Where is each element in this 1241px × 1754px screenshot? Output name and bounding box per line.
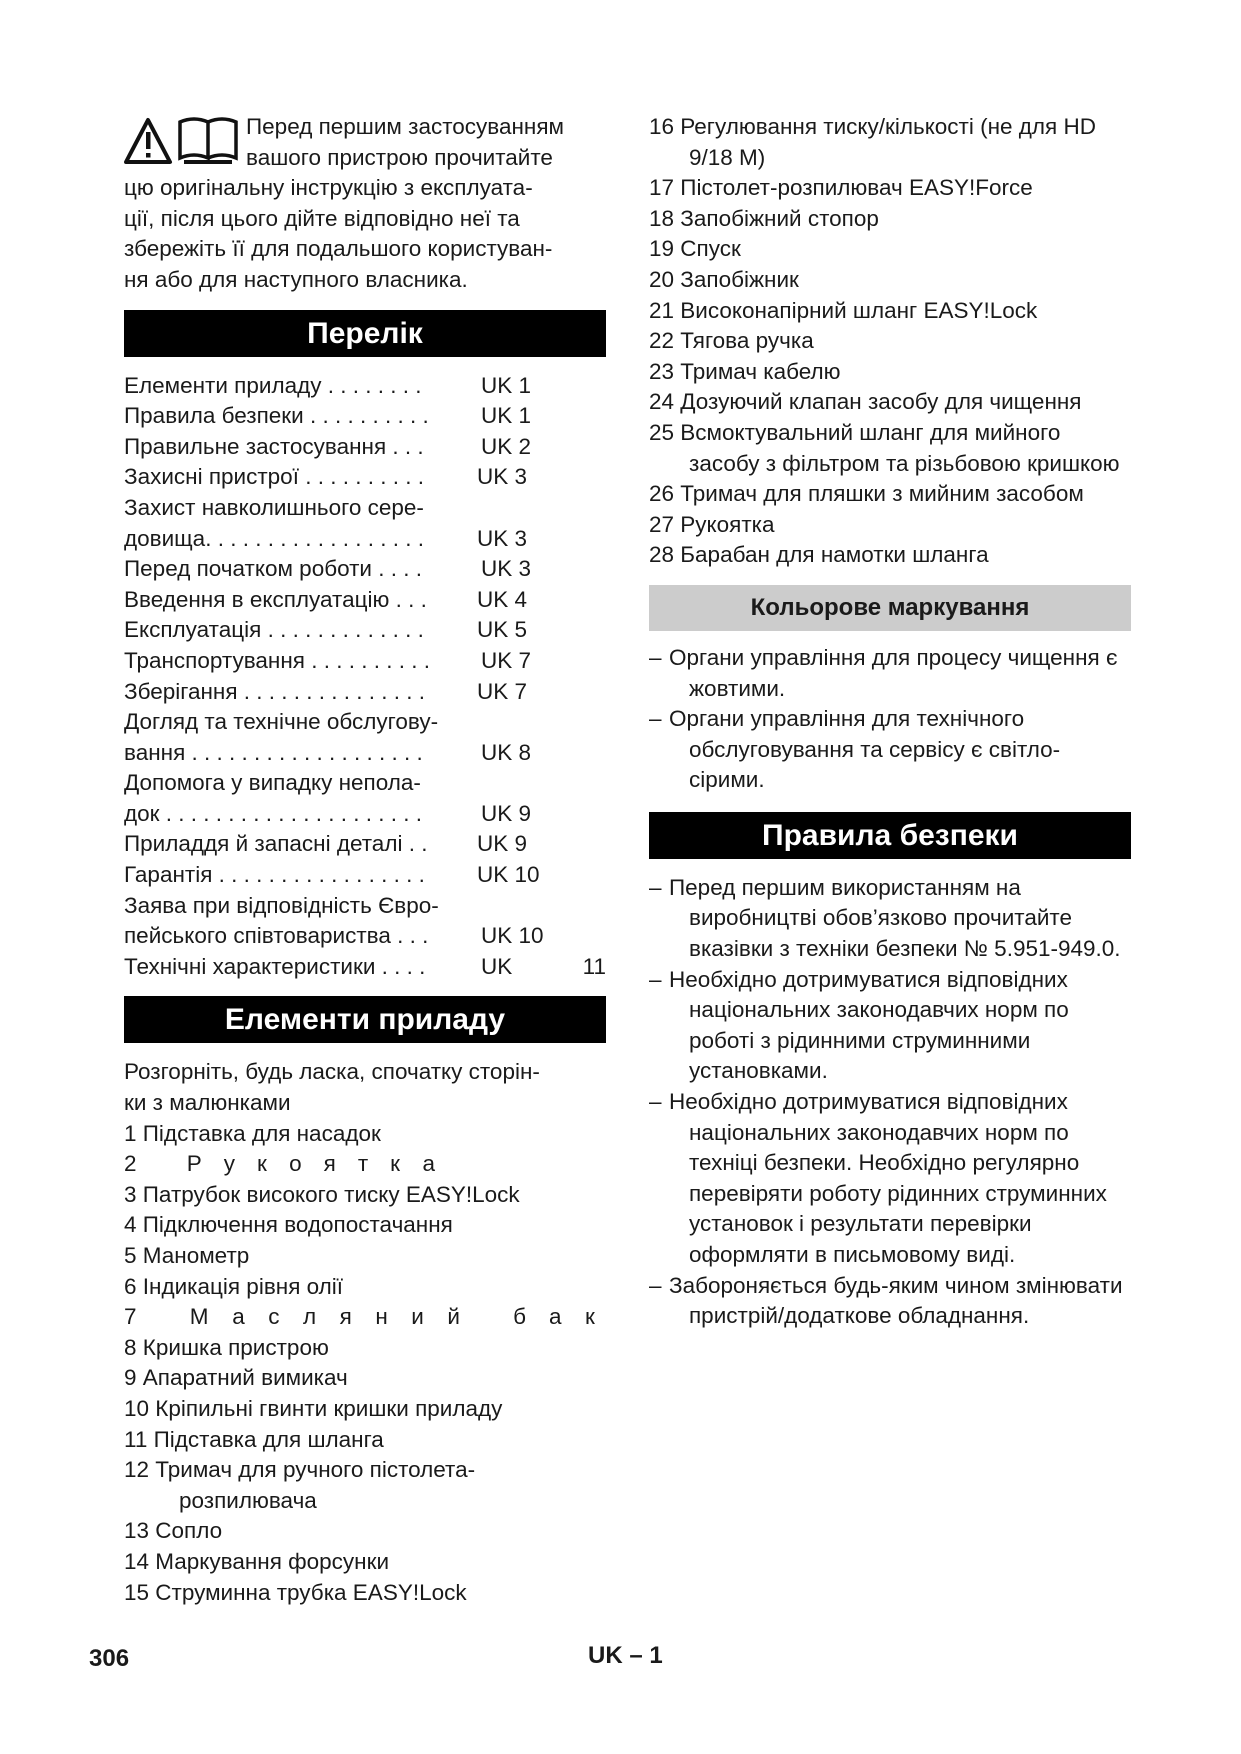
- element-item: 17 Пістолет-розпилювач EASY!Force: [649, 175, 1033, 201]
- footer-page-number: 306: [89, 1645, 130, 1672]
- element-item: 27 Рукоятка: [649, 511, 775, 537]
- element-item: 16 Регулювання тиску/кількості (не для HD 9/18 M): [649, 114, 1096, 170]
- elements-intro-line: Розгорніть, будь ласка, спочатку сторін-: [124, 1059, 540, 1085]
- toc-heading: Перелік: [124, 310, 606, 357]
- intro-line: збережіть її для подальшого користуван-: [124, 236, 553, 262]
- elements-intro-line: ки з малюнками: [124, 1090, 291, 1116]
- toc-entry-text: Правильне застосування . . .: [124, 433, 424, 459]
- element-item: 15 Струминна трубка EASY!Lock: [124, 1579, 467, 1605]
- toc-entry-page: UK 9: [481, 800, 532, 826]
- toc-entry-page: UK 1: [481, 403, 532, 429]
- warning-read-manual-icon: [124, 116, 240, 168]
- toc-entry-text: довища. . . . . . . . . . . . . . . . . .: [124, 525, 424, 551]
- toc-entry-text: Гарантія . . . . . . . . . . . . . . . . .: [124, 862, 425, 888]
- element-item: 14 Маркування форсунки: [124, 1548, 390, 1574]
- intro-line: ня або для наступного власника.: [124, 266, 468, 292]
- safety-item: [649, 1271, 1131, 1332]
- safety-item-text: Необхідно дотримуватися відповідних національних законодавчих норм по роботі з рідинними струминними установками.: [669, 966, 1069, 1084]
- toc-entry-text: Введення в експлуатацію . . .: [124, 586, 427, 612]
- toc-entry-text: Захист навколишнього сере-: [124, 494, 424, 520]
- toc-entry-text: Догляд та технічне обслугову-: [124, 709, 439, 735]
- right-column: [649, 112, 1131, 1332]
- safety-item-text: Перед першим використанням на виробництві обов’язково прочитайте вказівки з техніки безпеки № 5.951-949.0.: [669, 874, 1121, 962]
- toc-entry[interactable]: [124, 554, 606, 585]
- element-item: 7 Масляний бак: [124, 1304, 619, 1330]
- toc-entry-text: вання . . . . . . . . . . . . . . . . . . .: [124, 739, 423, 765]
- intro-line: цю оригінальну інструкцію з експлуата-: [124, 175, 533, 201]
- element-item: 9 Апаратний вимикач: [124, 1365, 348, 1391]
- element-item: 11 Підставка для шланга: [124, 1426, 384, 1452]
- element-item: 4 Підключення водопостачання: [124, 1212, 453, 1238]
- color-marking-heading: Кольорове маркування: [649, 585, 1131, 631]
- toc-entry[interactable]: [124, 891, 606, 922]
- element-item: 18 Запобіжний стопор: [649, 205, 879, 231]
- element-item: 10 Кріпильні гвинти кришки приладу: [124, 1395, 503, 1421]
- toc-entry-text: Приладдя й запасні деталі . .: [124, 831, 428, 857]
- safety-item: [649, 965, 1131, 1087]
- intro-line: ції, після цього дійте відповідно неї та: [124, 205, 520, 231]
- toc-entry-page: UK 8: [481, 739, 532, 765]
- dash-bullet: –: [649, 644, 662, 670]
- element-item: 3 Патрубок високого тиску EASY!Lock: [124, 1181, 520, 1207]
- element-item: 23 Тримач кабелю: [649, 358, 841, 384]
- element-item: 20 Запобіжник: [649, 266, 799, 292]
- toc-entry-page: UK 5: [477, 617, 528, 643]
- element-item: 22 Тягова ручка: [649, 328, 814, 354]
- toc-entry[interactable]: [124, 860, 606, 891]
- toc-entry-text: Елементи приладу . . . . . . . .: [124, 372, 422, 398]
- toc-entry-page: UK 2: [481, 433, 532, 459]
- element-item: 1 Підставка для насадок: [124, 1120, 381, 1146]
- dash-bullet: –: [649, 874, 662, 900]
- toc-entry[interactable]: [124, 768, 606, 799]
- dash-bullet: –: [649, 706, 662, 732]
- toc-entry-page: UK 7: [481, 647, 532, 673]
- element-item: 21 Високонапірний шланг EASY!Lock: [649, 297, 1038, 323]
- toc-entry-text: Технічні характеристики . . . .: [124, 953, 426, 979]
- safety-item-text: Необхідно дотримуватися відповідних національних законодавчих норм по техніці безпеки. Необхідно регулярно перевіряти роботу рідинних струминних установок і результати перевірки оформляти в письмовому виді.: [669, 1089, 1107, 1267]
- intro-line: Перед першим застосуванням: [246, 114, 565, 139]
- toc-entry[interactable]: [124, 585, 606, 616]
- element-item: 25 Всмоктувальний шланг для мийного засобу з фільтром та різьбовою кришкою: [649, 419, 1120, 476]
- left-column: [124, 112, 619, 1608]
- toc-entry[interactable]: [124, 707, 606, 738]
- footer-section-code: UK – 1: [588, 1642, 663, 1669]
- toc-entry-page: UK 10: [481, 923, 544, 949]
- toc-entry[interactable]: [124, 371, 606, 402]
- toc-entry-text: Зберігання . . . . . . . . . . . . . . .: [124, 678, 426, 704]
- toc-entry[interactable]: [124, 646, 606, 677]
- toc-entry-page: UK: [481, 953, 513, 979]
- element-item: 24 Дозуючий клапан засобу для чищення: [649, 389, 1082, 415]
- color-marking-item: [649, 704, 1131, 796]
- toc-entry-text: Перед початком роботи . . . .: [124, 556, 422, 582]
- toc-entry[interactable]: [124, 677, 606, 708]
- toc-entry[interactable]: [124, 615, 606, 646]
- dash-bullet: –: [649, 1089, 662, 1115]
- toc-entry[interactable]: [124, 462, 606, 493]
- table-of-contents: [124, 371, 606, 983]
- color-marking-item-text: Органи управління для технічного обслуговування та сервісу є світло-сірими.: [669, 706, 1061, 793]
- toc-entry[interactable]: [124, 524, 606, 555]
- safety-item: [649, 1087, 1131, 1271]
- color-marking-item-text: Органи управління для процесу чищення є жовтими.: [669, 644, 1118, 701]
- toc-entry-page: UK 10: [477, 862, 540, 888]
- toc-entry-text: Транспортування . . . . . . . . . .: [124, 647, 430, 673]
- intro-line: вашого пристрою прочитайте: [246, 144, 553, 170]
- toc-entry[interactable]: [124, 401, 606, 432]
- toc-entry-page: UK 9: [477, 831, 528, 857]
- toc-entry-text: Допомога у випадку непола-: [124, 770, 421, 796]
- safety-item-text: Забороняється будь-яким чином змінювати пристрій/додаткове обладнання.: [669, 1272, 1123, 1329]
- toc-entry[interactable]: [124, 921, 606, 952]
- dash-bullet: –: [649, 966, 662, 992]
- element-item: 2 Рукоятка: [124, 1151, 457, 1177]
- element-item: 12 Тримач для ручного пістолета-розпилювача: [124, 1457, 476, 1513]
- element-item: 13 Сопло: [124, 1518, 223, 1544]
- toc-entry-text: док . . . . . . . . . . . . . . . . . . . . .: [124, 800, 423, 826]
- toc-entry-text: Заява при відповідність Євро-: [124, 892, 439, 918]
- toc-entry[interactable]: [124, 829, 606, 860]
- toc-entry-text: пейського співтовариства . . .: [124, 923, 429, 949]
- color-marking-item: [649, 643, 1131, 704]
- toc-entry[interactable]: [124, 799, 606, 830]
- toc-entry-page: UK 7: [477, 678, 528, 704]
- toc-entry-text: Захисні пристрої . . . . . . . . . .: [124, 464, 424, 490]
- toc-entry-page: UK 4: [477, 586, 528, 612]
- toc-entry-text: Правила безпеки . . . . . . . . . .: [124, 403, 429, 429]
- toc-entry[interactable]: [124, 493, 606, 524]
- toc-entry[interactable]: [124, 952, 606, 983]
- safety-heading: Правила безпеки: [649, 812, 1131, 859]
- safety-item: [649, 873, 1131, 965]
- toc-entry[interactable]: [124, 432, 606, 463]
- toc-entry-page-number: 11: [582, 953, 606, 979]
- toc-entry-page: UK 1: [481, 372, 532, 398]
- element-item: 28 Барабан для намотки шланга: [649, 542, 989, 568]
- element-item: 8 Кришка пристрою: [124, 1334, 329, 1360]
- toc-entry-page: UK 3: [481, 556, 532, 582]
- element-item: 26 Тримач для пляшки з мийним засобом: [649, 481, 1084, 507]
- toc-entry-page: UK 3: [477, 464, 528, 490]
- element-item: 5 Манометр: [124, 1243, 250, 1268]
- element-item: 19 Спуск: [649, 236, 741, 262]
- element-item: 6 Індикація рівня олії: [124, 1273, 344, 1299]
- intro-warning: [124, 112, 606, 296]
- dash-bullet: –: [649, 1272, 662, 1298]
- toc-entry[interactable]: [124, 738, 606, 769]
- elements-heading: Елементи приладу: [124, 996, 606, 1043]
- toc-entry-page: UK 3: [477, 525, 528, 551]
- toc-entry-text: Експлуатація . . . . . . . . . . . . .: [124, 617, 424, 643]
